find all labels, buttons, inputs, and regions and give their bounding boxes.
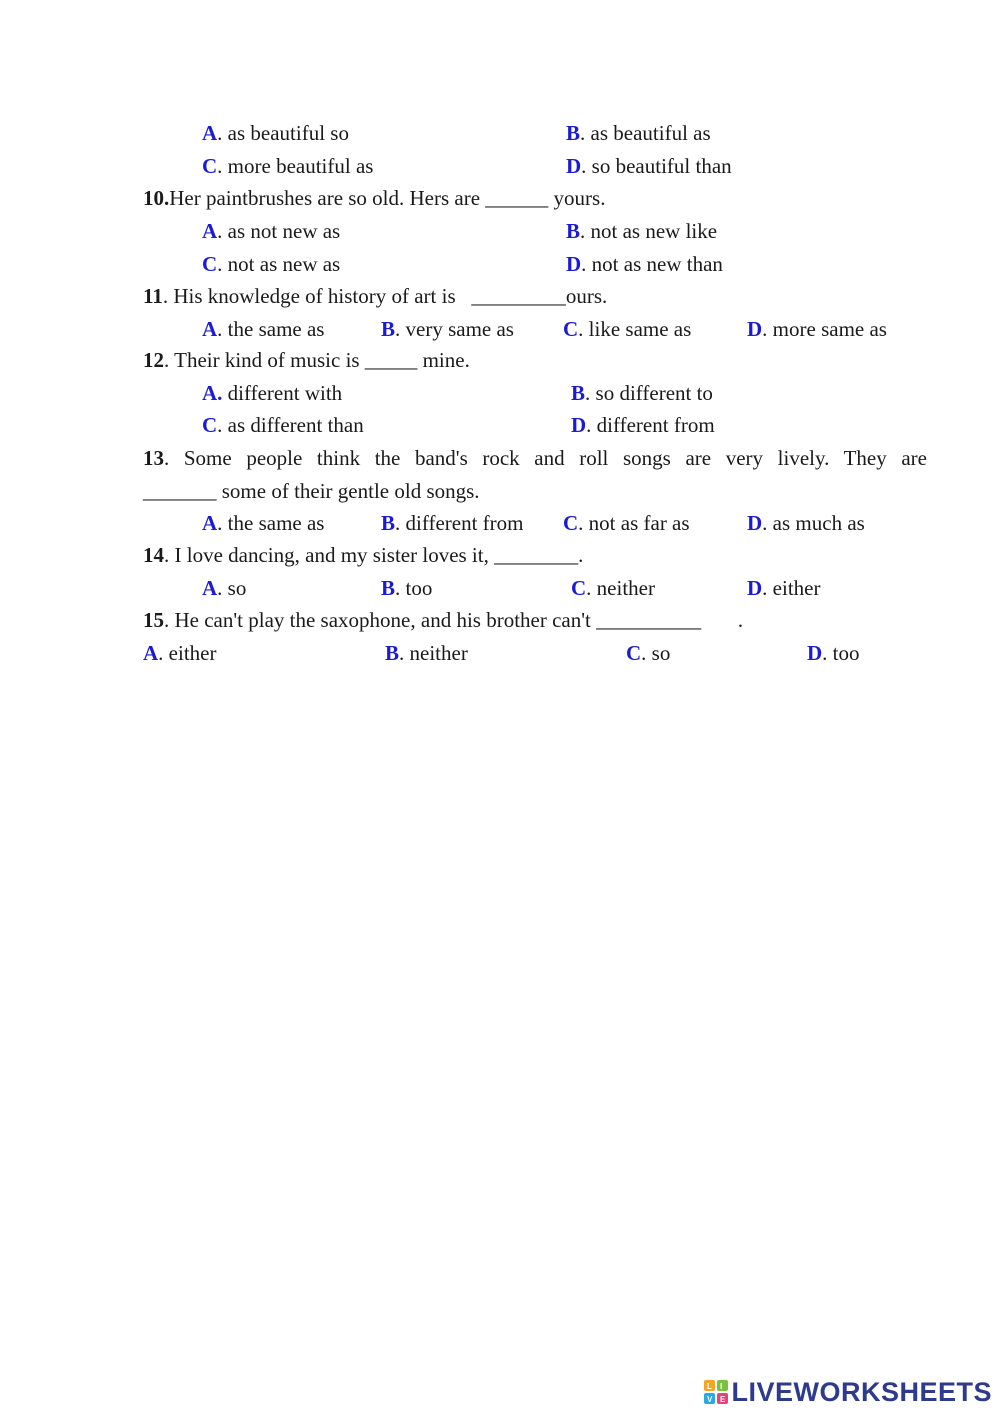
q15-option-b[interactable] [385,640,468,666]
question-14 [143,542,583,568]
option-letter: A [202,317,218,341]
question-11 [143,283,607,309]
option-letter: D [566,154,582,178]
option-text: . more beautiful as [217,154,374,178]
option-letter: D [571,413,587,437]
question-number: 13 [143,446,164,470]
question-text: . I love dancing, and my sister loves it, ________. [164,543,584,567]
option-text: . different from [395,511,524,535]
option-text: . too [395,576,433,600]
q13-option-c[interactable] [563,510,690,536]
option-letter: B [566,219,581,243]
q12-option-c[interactable] [202,412,364,438]
option-text: . as much as [762,511,865,535]
option-text: . not as far as [578,511,690,535]
option-text: . neither [586,576,655,600]
q11-option-a[interactable] [202,316,324,342]
q14-option-b[interactable] [381,575,432,601]
option-text: . very same as [395,317,514,341]
question-12 [143,347,470,373]
q11-option-c[interactable] [563,316,691,342]
option-letter: D [566,252,582,276]
question-text: . Their kind of music is _____ mine. [164,348,470,372]
q11-option-b[interactable] [381,316,514,342]
option-letter: B [385,641,400,665]
question-13-continued [143,478,480,504]
q10-option-a[interactable] [202,218,340,244]
option-letter: B [566,121,581,145]
option-letter: D [747,317,763,341]
option-letter: C [626,641,642,665]
option-letter: C [571,576,587,600]
q9-option-c[interactable] [202,153,373,179]
q10-option-b[interactable] [566,218,717,244]
svg-text:I: I [720,1382,723,1391]
option-text: . so [217,576,247,600]
option-letter: A [202,219,218,243]
option-text: . so beautiful than [581,154,732,178]
question-15 [143,607,743,633]
q11-option-d[interactable] [747,316,887,342]
option-letter: C [202,252,218,276]
q14-option-d[interactable] [747,575,820,601]
q13-option-d[interactable] [747,510,865,536]
option-text: . as different than [217,413,364,437]
option-letter: B [381,511,396,535]
option-letter: C [563,317,579,341]
option-letter: A [143,641,159,665]
svg-text:L: L [707,1382,713,1391]
option-text: . like same as [578,317,692,341]
option-letter: D [747,576,763,600]
question-text-line-2: _______ some of their gentle old songs. [143,479,480,503]
q12-option-a[interactable] [202,380,342,406]
q9-option-a[interactable] [202,120,349,146]
q9-option-d[interactable] [566,153,732,179]
option-text: . more same as [762,317,887,341]
svg-text:V: V [707,1395,713,1404]
option-letter: B [381,576,396,600]
question-text: . His knowledge of history of art is _________ours. [162,284,608,308]
option-text: . either [158,641,217,665]
option-letter: D [747,511,763,535]
q15-option-d[interactable] [807,640,860,666]
option-text: . not as new as [217,252,341,276]
question-number: 12 [143,348,164,372]
question-text-line-1: . Some people think the band's rock and roll songs are very lively. They are [164,446,927,470]
option-letter: C [563,511,579,535]
liveworksheets-logo-icon [704,1380,728,1404]
q9-option-b[interactable] [566,120,711,146]
q14-option-a[interactable] [202,575,246,601]
option-text: . as beautiful so [217,121,349,145]
option-letter: D [807,641,823,665]
option-text: different with [222,381,343,405]
option-text: . either [762,576,821,600]
question-text: . He can't play the saxophone, and his brother can't __________ . [164,608,744,632]
option-letter: B [571,381,586,405]
option-text: . too [822,641,860,665]
question-number: 14 [143,543,164,567]
q13-option-a[interactable] [202,510,324,536]
question-number: 15 [143,608,164,632]
q12-option-b[interactable] [571,380,713,406]
option-letter: A [202,511,218,535]
option-text: . the same as [217,317,325,341]
q15-option-c[interactable] [626,640,670,666]
option-letter: A. [202,381,223,405]
question-text: Her paintbrushes are so old. Hers are ______ yours. [169,186,606,210]
question-13 [143,445,927,471]
option-letter: C [202,413,218,437]
q12-option-d[interactable] [571,412,715,438]
option-text: . so [641,641,671,665]
svg-text:E: E [720,1395,726,1404]
q13-option-b[interactable] [381,510,524,536]
option-text: . different from [586,413,715,437]
option-letter: A [202,576,218,600]
question-number: 11 [143,284,163,308]
q15-option-a[interactable] [143,640,216,666]
option-letter: A [202,121,218,145]
q10-option-c[interactable] [202,251,340,277]
option-text: . the same as [217,511,325,535]
question-number: 10. [143,186,170,210]
option-text: . not as new than [581,252,723,276]
option-text: . neither [399,641,468,665]
option-text: . so different to [585,381,713,405]
logo-text: LIVEWORKSHEETS [731,1376,992,1407]
option-text: . as not new as [217,219,341,243]
question-10 [143,185,605,211]
liveworksheets-logo[interactable] [704,1375,992,1409]
option-text: . not as new like [580,219,718,243]
option-text: . as beautiful as [580,121,711,145]
q10-option-d[interactable] [566,251,723,277]
option-letter: B [381,317,396,341]
q14-option-c[interactable] [571,575,655,601]
option-letter: C [202,154,218,178]
